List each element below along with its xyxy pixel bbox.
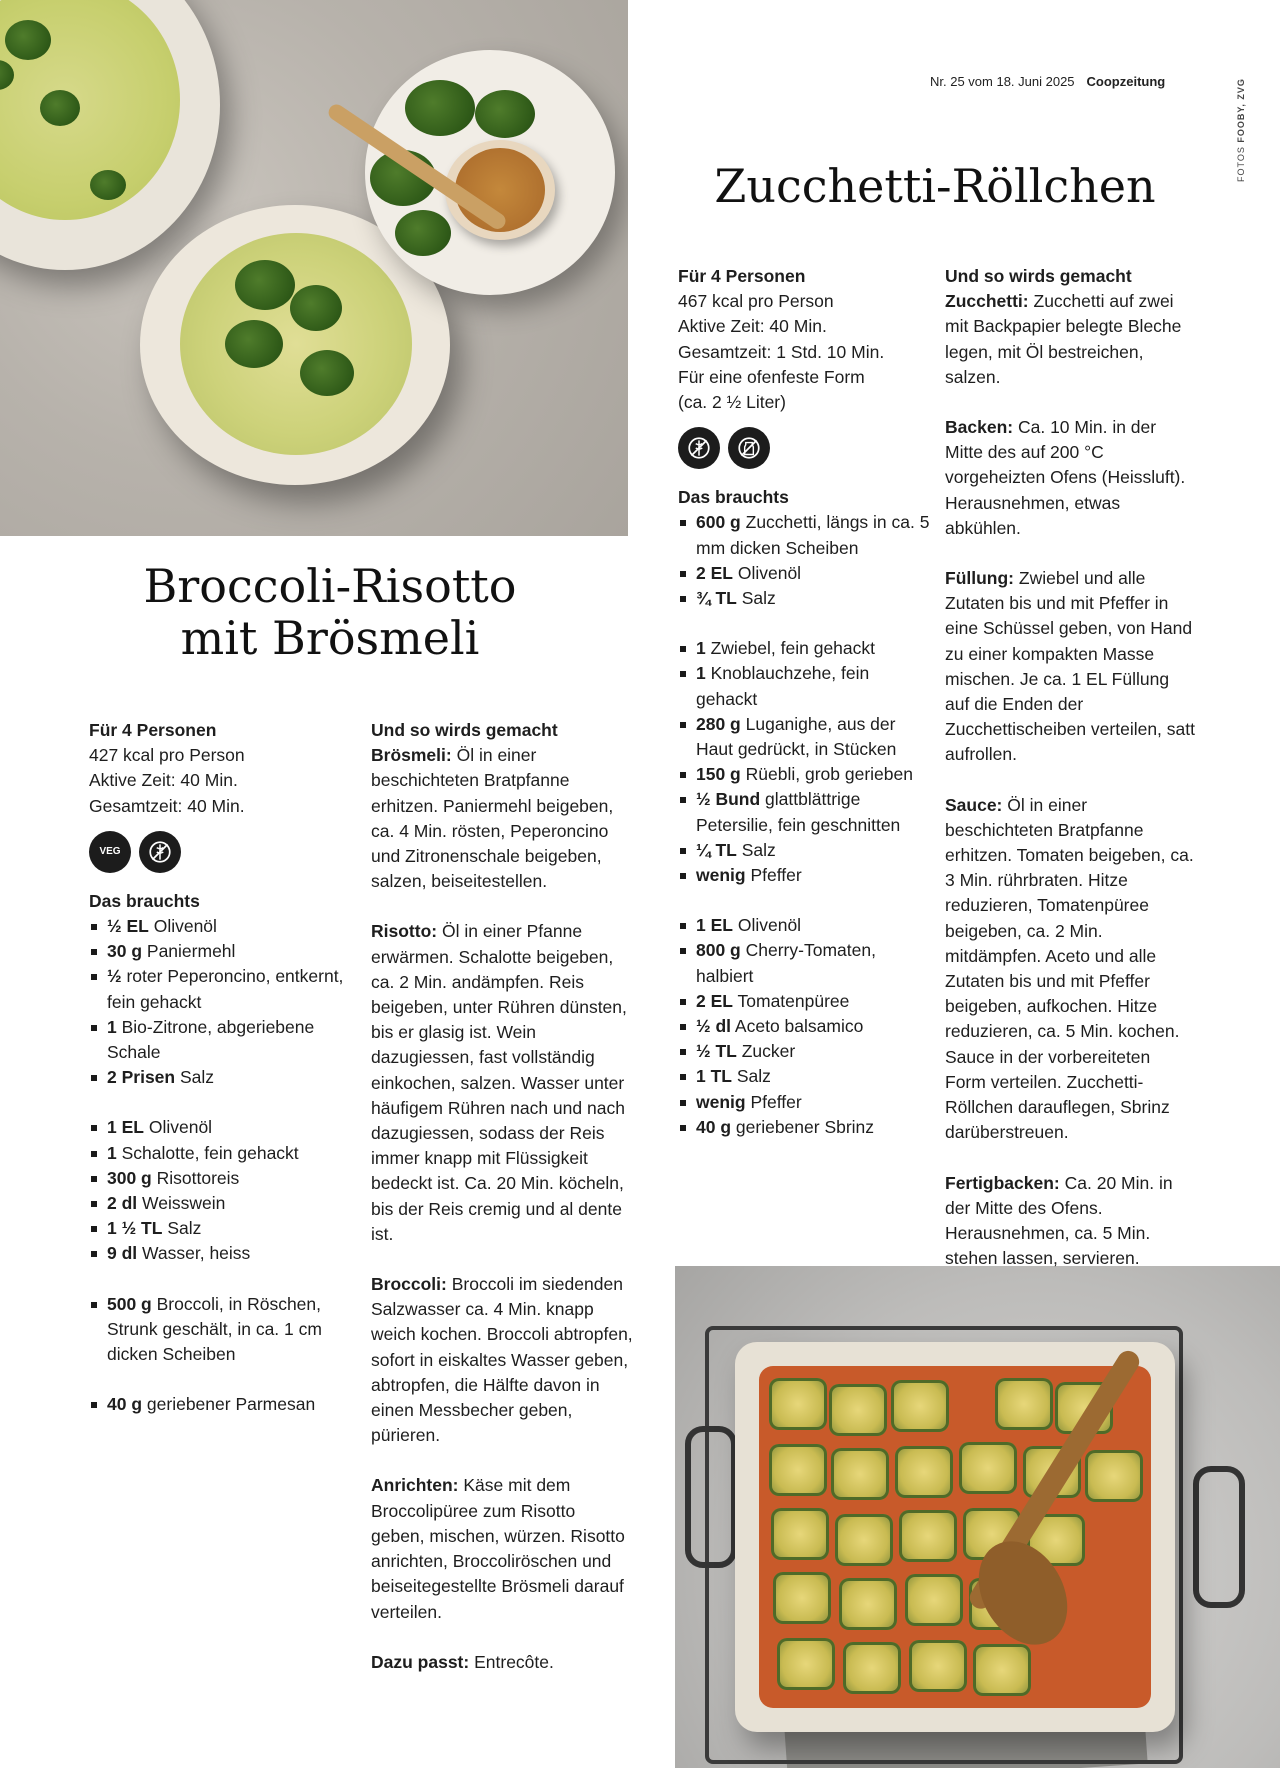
ingredient-item: 500 g Broccoli, in Röschen, Strunk geschält, in ca. 1 cm dicken Scheiben	[89, 1292, 351, 1368]
calories: 427 kcal pro Person	[89, 745, 245, 766]
steps-heading: Und so wirds gemacht	[945, 266, 1132, 286]
risotto-ingredients-column	[89, 718, 351, 1417]
steps-heading: Und so wirds gemacht	[371, 720, 558, 740]
dish-size: (ca. 2 ½ Liter)	[678, 392, 786, 413]
zucchini-ingredients-column	[678, 264, 930, 1140]
step: Dazu passt: Entrecôte.	[371, 1651, 554, 1672]
ingredient-item: 300 g Risottoreis	[89, 1166, 351, 1191]
photo-credit: FOTOS FOOBY, ZVG	[1236, 78, 1246, 182]
step: Sauce: Öl in einer beschichteten Bratpfanne erhitzen. Tomaten beigeben, ca. 3 Min. rührbraten. Hitze reduzieren, Tomatenpüree beigeben, ca. 2 Min. mitdämpfen. Aceto und alle Zutaten bis und mit Pfeffer beigeben, aufkochen. Hitze reduzieren, ca. 5 Min. kochen. Sauce in der vorbereiteten Form verteilen. Zucchetti-Röllchen darauflegen, Sbrinz darüberstreuen.	[945, 794, 1194, 1143]
ingredient-item: ½ Bund glattblättrige Petersilie, fein geschnitten	[678, 787, 930, 837]
ingredient-item: 800 g Cherry-Tomaten, halbiert	[678, 938, 930, 988]
ingredient-item: 2 Prisen Salz	[89, 1065, 351, 1090]
gluten-free-icon	[678, 427, 720, 469]
step: Broccoli: Broccoli im siedenden Salzwasser ca. 4 Min. knapp weich kochen. Broccoli abtropfen, sofort in eiskaltes Wasser geben, abtropfen, die Hälfte davon in einen Messbecher geben, pürieren.	[371, 1274, 633, 1446]
dish-note: Für eine ofenfeste Form	[678, 366, 865, 387]
step: Backen: Ca. 10 Min. in der Mitte des auf 200 °C vorgeheizten Ofens (Heissluft). Herausnehmen, etwas abkühlen.	[945, 417, 1186, 538]
ingredient-list	[89, 1115, 351, 1266]
ingredient-item: 2 EL Tomatenpüree	[678, 989, 930, 1014]
ingredient-item: 600 g Zucchetti, längs in ca. 5 mm dicken Scheiben	[678, 510, 930, 560]
ingredient-list	[89, 1292, 351, 1368]
ingredient-item: 1 EL Olivenöl	[89, 1115, 351, 1140]
step: Füllung: Zwiebel und alle Zutaten bis und mit Pfeffer in eine Schüssel geben, von Hand zu einer kompakten Masse mischen. Je ca. 1 EL Füllung auf die Enden der Zucchettischeiben verteilen, satt aufrollen.	[945, 568, 1195, 765]
ingredient-item: 2 EL Olivenöl	[678, 561, 930, 586]
ingredient-item: wenig Pfeffer	[678, 863, 930, 888]
ingredient-item: ½ TL Zucker	[678, 1039, 930, 1064]
step: Brösmeli: Öl in einer beschichteten Bratpfanne erhitzen. Paniermehl beigeben, ca. 4 Min. rösten, Peperoncino und Zitronenschale beigeben, salzen, beiseitestellen.	[371, 745, 614, 892]
gluten-free-icon	[139, 831, 181, 873]
veg-badge-icon: VEG	[89, 831, 131, 873]
ingredient-item: 1 Knoblauchzehe, fein gehackt	[678, 661, 930, 711]
ingredient-item: 280 g Luganighe, aus der Haut gedrückt, in Stücken	[678, 712, 930, 762]
ingredient-list	[89, 914, 351, 1090]
step: Anrichten: Käse mit dem Broccolipüree zum Risotto geben, mischen, würzen. Risotto anrichten, Broccoliröschen und beiseitegestellte Brösmeli darauf verteilen.	[371, 1475, 625, 1622]
risotto-steps-column	[371, 718, 633, 1675]
risotto-plate	[0, 0, 220, 270]
ingredient-item: 1 Schalotte, fein gehackt	[89, 1141, 351, 1166]
risotto-title: Broccoli-Risotto mit Brösmeli	[143, 559, 517, 665]
ingredient-item: ½ dl Aceto balsamico	[678, 1014, 930, 1039]
step: Fertigbacken: Ca. 20 Min. in der Mitte des Ofens. Herausnehmen, ca. 5 Min. stehen lassen, servieren.	[945, 1172, 1173, 1269]
ingredient-item: ½ EL Olivenöl	[89, 914, 351, 939]
ingredient-item: ½ roter Peperoncino, entkernt, fein gehackt	[89, 964, 351, 1014]
publication-brand: Coopzeitung	[1086, 74, 1166, 89]
active-time: Aktive Zeit: 40 Min.	[89, 770, 238, 791]
total-time: Gesamtzeit: 1 Std. 10 Min.	[678, 341, 885, 362]
issue-number: Nr. 25 vom 18. Juni 2025	[930, 74, 1075, 89]
ingredient-list	[678, 913, 930, 1140]
ingredient-item: 40 g geriebener Parmesan	[89, 1392, 351, 1417]
ingredients-heading: Das brauchts	[678, 487, 789, 508]
ingredient-item: 1 Bio-Zitrone, abgeriebene Schale	[89, 1015, 351, 1065]
ingredient-item: 1 TL Salz	[678, 1064, 930, 1089]
ingredient-list	[89, 1392, 351, 1417]
issue-line	[930, 74, 1165, 89]
zucchini-steps-column	[945, 264, 1195, 1271]
ingredient-item: 30 g Paniermehl	[89, 939, 351, 964]
step: Zucchetti: Zucchetti auf zwei mit Backpapier belegte Bleche legen, mit Öl bestreichen, salzen.	[945, 291, 1182, 387]
lactose-free-icon	[728, 427, 770, 469]
ingredient-list	[678, 636, 930, 888]
calories: 467 kcal pro Person	[678, 291, 834, 312]
servings: Für 4 Personen	[678, 266, 806, 286]
ingredient-item: 9 dl Wasser, heiss	[89, 1241, 351, 1266]
ingredient-item: 2 dl Weisswein	[89, 1191, 351, 1216]
ingredient-item: wenig Pfeffer	[678, 1090, 930, 1115]
ingredient-item: 1 Zwiebel, fein gehackt	[678, 636, 930, 661]
ingredient-item: 1 EL Olivenöl	[678, 913, 930, 938]
ingredient-item: 1 ½ TL Salz	[89, 1216, 351, 1241]
ingredient-item: ¼ TL Salz	[678, 838, 930, 863]
step: Risotto: Öl in einer Pfanne erwärmen. Schalotte beigeben, ca. 2 Min. andämpfen. Reis beigeben, unter Rühren dünsten, bis er glasig ist. Wein dazugiessen, fast vollständig einkochen, salzen. Wasser unter häufigem Rühren nach und nach dazugiessen, sodass der Reis immer knapp mit Flüssigkeit bedeckt ist. Ca. 20 Min. köcheln, bis der Reis cremig und al dente ist.	[371, 921, 627, 1244]
ingredient-item: 40 g geriebener Sbrinz	[678, 1115, 930, 1140]
risotto-photo	[0, 0, 628, 536]
zucchini-title: Zucchetti-Röllchen	[714, 159, 1156, 213]
ingredients-heading: Das brauchts	[89, 890, 200, 911]
active-time: Aktive Zeit: 40 Min.	[678, 316, 827, 337]
servings: Für 4 Personen	[89, 720, 217, 740]
ingredient-item: ¾ TL Salz	[678, 586, 930, 611]
ingredient-item: 150 g Rüebli, grob gerieben	[678, 762, 930, 787]
total-time: Gesamtzeit: 40 Min.	[89, 795, 245, 816]
zucchini-photo	[675, 1266, 1280, 1768]
ingredient-list	[678, 510, 930, 611]
